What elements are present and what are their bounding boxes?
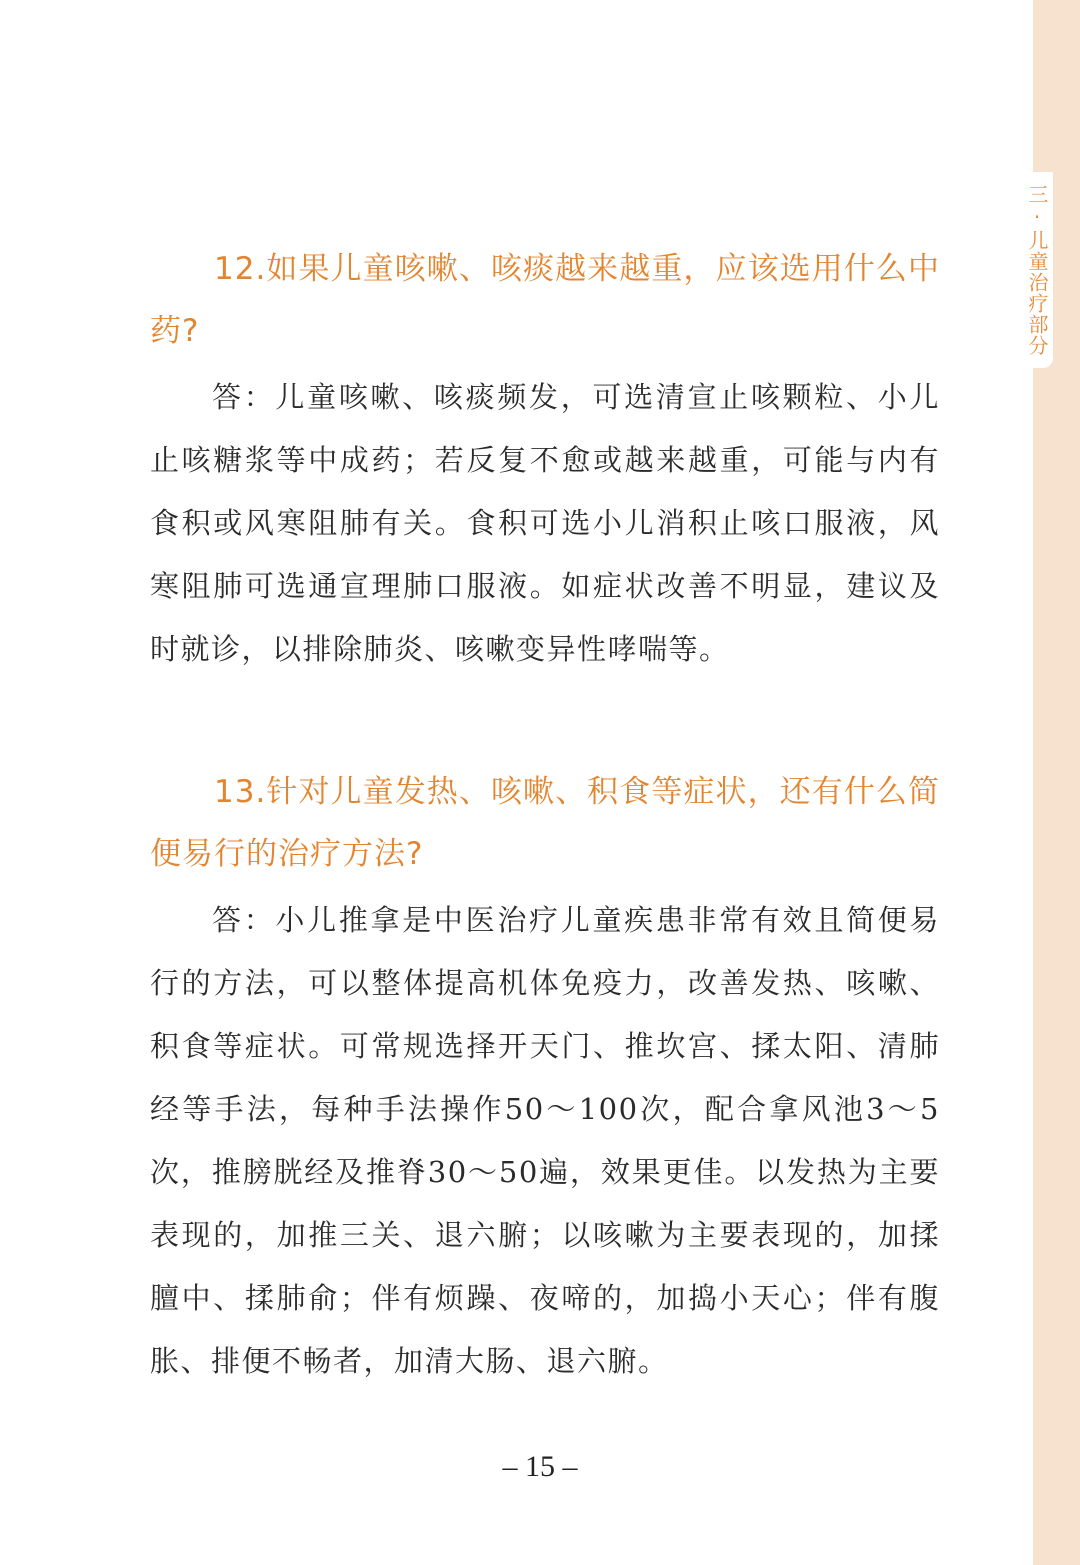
qa-section-13	[150, 761, 940, 1393]
question-title-12: 12.如果儿童咳嗽、咳痰越来越重，应该选用什么中药?	[150, 251, 940, 349]
page-content	[150, 238, 940, 1393]
question-title-13: 13.针对儿童发热、咳嗽、积食等症状，还有什么简便易行的治疗方法?	[150, 774, 940, 872]
answer-paragraph-12: 答：儿童咳嗽、咳痰频发，可选清宣止咳颗粒、小儿止咳糖浆等中成药；若反复不愈或越来越重，可能与内有食积或风寒阻肺有关。食积可选小儿消积止咳口服液，风寒阻肺可选通宣理肺口服液。如症状改善不明显，建议及时就诊，以排除肺炎、咳嗽变异性哮喘等。	[150, 380, 940, 666]
chapter-label: 三·儿童治疗部分	[1025, 184, 1049, 356]
page-number: – 15 –	[502, 1450, 578, 1483]
answer-paragraph-13: 答：小儿推拿是中医治疗儿童疾患非常有效且简便易行的方法，可以整体提高机体免疫力，改善发热、咳嗽、积食等症状。可常规选择开天门、推坎宫、揉太阳、清肺经等手法，每种手法操作50～100次，配合拿风池3～5次，推膀胱经及推脊30～50遍，效果更佳。以发热为主要表现的，加推三关、退六腑；以咳嗽为主要表现的，加揉膻中、揉肺俞；伴有烦躁、夜啼的，加捣小天心；伴有腹胀、排便不畅者，加清大肠、退六腑。	[150, 903, 940, 1378]
qa-section-12	[150, 238, 940, 681]
